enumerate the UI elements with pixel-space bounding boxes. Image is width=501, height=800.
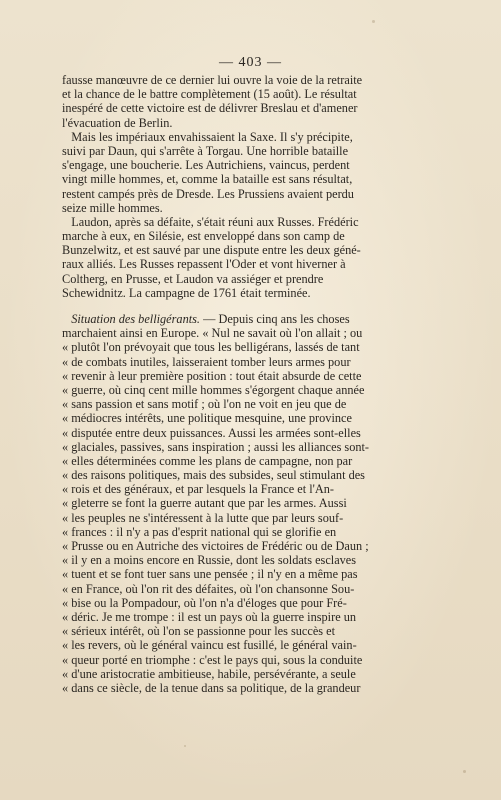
text-line: inespéré de cette victoire est de délivrer Breslau et d'amener bbox=[62, 101, 358, 116]
text-line: Laudon, après sa défaite, s'était réuni aux Russes. Frédéric bbox=[62, 214, 359, 229]
text-line: « plutôt l'on prévoyait que tous les belligérans, lassés de tant bbox=[62, 340, 360, 355]
paragraph-spacer bbox=[62, 300, 501, 312]
text-line: « médiocres intérêts, une politique mesquine, une province bbox=[62, 411, 352, 426]
text-line: « bise ou la Pompadour, où l'on n'a d'éloges que pour Fré- bbox=[62, 595, 347, 610]
text-line: marchaient ainsi en Europe. « Nul ne savait où l'on allait ; ou bbox=[62, 326, 363, 341]
paragraph-2 bbox=[62, 130, 501, 215]
text-line: « sans passion et sans motif ; où l'on ne voit en jeu que de bbox=[62, 397, 347, 412]
text-line: « guerre, où cinq cent mille hommes s'égorgent chaque année bbox=[62, 382, 365, 397]
text-line: « en France, où l'on rit des défaites, où l'on chansonne Sou- bbox=[62, 581, 355, 596]
text-line: Mais les impériaux envahissaient la Saxe. Il s'y précipite, bbox=[62, 129, 353, 144]
paper-foxing-spot bbox=[463, 770, 466, 773]
heading-continuation: — Depuis cinq ans les choses bbox=[200, 312, 350, 326]
paragraph-4 bbox=[62, 312, 501, 695]
text-line: « glaciales, passives, sans inspiration ; aussi les alliances sont- bbox=[62, 439, 370, 454]
text-line: et la chance de le battre complètement (15 août). Le résultat bbox=[62, 87, 357, 102]
page-number: — 403 — bbox=[219, 55, 282, 70]
text-line: « frances : il n'y a pas d'esprit national qui se glorifie en bbox=[62, 524, 337, 539]
text-line: suivi par Daun, qui s'arrête à Torgau. Une horrible bataille bbox=[62, 143, 349, 158]
body-text bbox=[62, 73, 501, 695]
text-line: Schewidnitz. La campagne de 1761 était terminée. bbox=[62, 285, 311, 300]
text-line: marche à eux, en Silésie, est enveloppé dans son camp de bbox=[62, 229, 345, 244]
text-line: « dans ce siècle, de la tenue dans sa politique, de la grandeur bbox=[62, 680, 361, 695]
text-line: « d'une aristocratie ambitieuse, habile, persévérante, a seule bbox=[62, 666, 356, 681]
text-line: raux alliés. Les Russes repassent l'Oder et vont hiverner à bbox=[62, 257, 346, 272]
text-line: « sérieux intérêt, où l'on se passionne pour les succès et bbox=[62, 624, 336, 639]
paper-foxing-spot bbox=[184, 745, 186, 747]
text-line: « il y en a moins encore en Russie, dont les soldats esclaves bbox=[62, 553, 357, 568]
text-line: Coltherg, en Prusse, et Laudon va assiéger et prendre bbox=[62, 271, 324, 286]
paper-foxing-spot bbox=[372, 20, 375, 23]
text-line: s'engage, une boucherie. Les Autrichiens, vaincus, perdent bbox=[62, 158, 350, 173]
text-line: « les revers, où le général vaincu est fusillé, le général vain- bbox=[62, 638, 357, 653]
text-line: l'évacuation de Berlin. bbox=[62, 115, 173, 130]
text-line: « revenir à leur première position : tout était absurde de cette bbox=[62, 368, 362, 383]
text-line: seize mille hommes. bbox=[62, 200, 163, 215]
section-heading: Situation des belligérants. bbox=[71, 312, 201, 326]
text-line: « disputée entre deux puissances. Aussi les armées sont-elles bbox=[62, 425, 361, 440]
text-line: « gleterre se font la guerre autant que par les armes. Aussi bbox=[62, 496, 347, 511]
text-line: « les peuples ne s'intéressent à la lutte que par leurs souf- bbox=[62, 510, 344, 525]
text-line: « déric. Je me trompe : il est un pays où la guerre inspire un bbox=[62, 609, 357, 624]
text-line: vingt mille hommes, et, comme la bataille est sans résultat, bbox=[62, 172, 353, 187]
text-line: « de combats inutiles, laisseraient tomber leurs armes pour bbox=[62, 354, 351, 369]
text-line bbox=[62, 312, 501, 326]
paragraph-1 bbox=[62, 73, 501, 130]
text-line: « tuent et se font tuer sans une pensée ; il n'y en a même pas bbox=[62, 567, 358, 582]
text-line: « queur porté en triomphe : c'est le pays qui, sous la conduite bbox=[62, 652, 363, 667]
text-line: « Prusse ou en Autriche des victoires de Frédéric ou de Daun ; bbox=[62, 539, 369, 553]
text-line: « rois et des généraux, et par lesquels la France et l'An- bbox=[62, 482, 334, 497]
text-line: « elles déterminées comme les plans de campagne, non par bbox=[62, 453, 353, 468]
paragraph-3 bbox=[62, 215, 501, 300]
text-line: « des raisons politiques, mais des subsides, seul stimulant des bbox=[62, 468, 365, 483]
text-line: restent campés près de Dresde. Les Prussiens avaient perdu bbox=[62, 186, 354, 201]
text-line: Bunzelwitz, et est sauvé par une dispute entre les deux géné- bbox=[62, 243, 361, 258]
text-line: fausse manœuvre de ce dernier lui ouvre la voie de la retraite bbox=[62, 73, 363, 87]
